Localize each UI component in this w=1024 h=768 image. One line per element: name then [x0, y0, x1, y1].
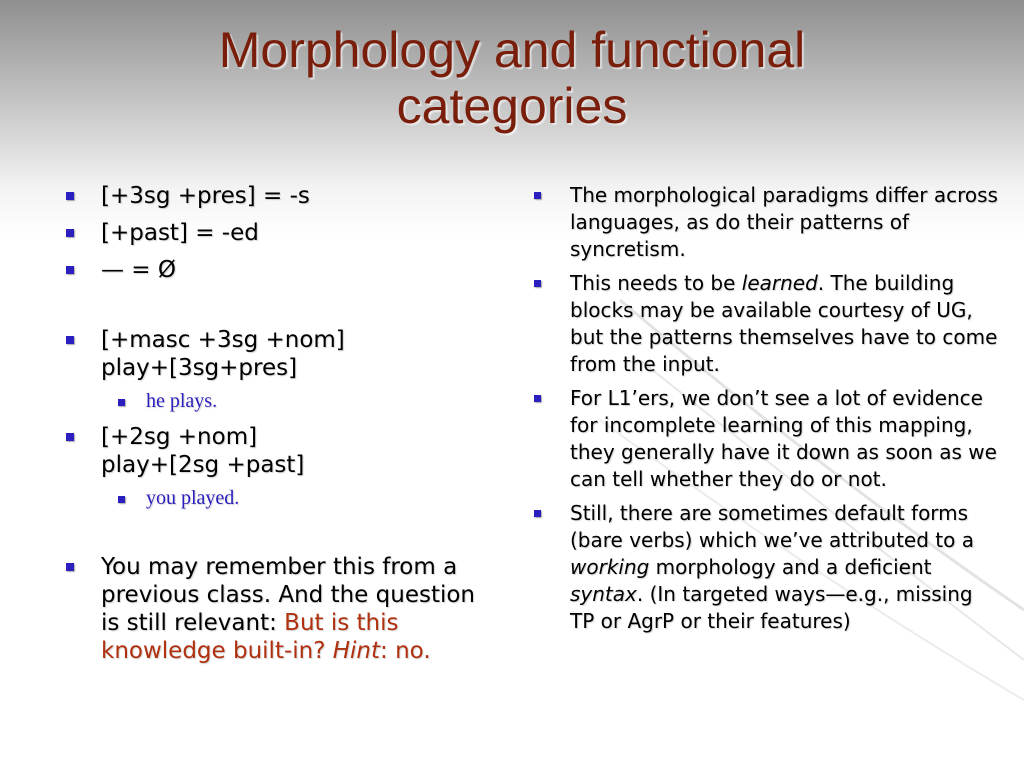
hint-label: Hint	[332, 638, 381, 664]
title-line-2: categories	[396, 78, 628, 134]
list-item	[62, 256, 492, 284]
square-bullet-icon	[66, 433, 74, 441]
square-bullet-icon	[66, 563, 74, 571]
list-item	[62, 553, 492, 665]
highlight-text: But is this knowledge built-in?	[101, 610, 399, 664]
list-item	[530, 182, 1000, 263]
square-bullet-icon	[66, 266, 74, 274]
item-text: you played.	[146, 487, 240, 509]
emphasis-text: learned	[741, 271, 818, 295]
item-text: [+3sg +pres] = -s	[101, 183, 310, 209]
item-text-line-2: play+[3sg+pres]	[101, 355, 298, 381]
square-bullet-icon	[118, 399, 125, 406]
item-text: Still, there are sometimes default forms (bare verbs) which we’ve attributed to a	[570, 501, 974, 552]
emphasis-text: working	[570, 555, 650, 579]
list-item	[530, 270, 1000, 378]
item-text-line-1: [+2sg +nom]	[101, 424, 258, 450]
item-text: The morphological paradigms differ across languages, as do their patterns of syncretism.	[570, 183, 998, 261]
list-item	[62, 326, 492, 382]
emphasis-text: syntax	[570, 582, 637, 606]
highlight-text: : no.	[380, 638, 431, 664]
square-bullet-icon	[66, 229, 74, 237]
list-item	[530, 385, 1000, 493]
item-text: This needs to be	[570, 271, 742, 295]
sub-list-item	[62, 485, 492, 511]
list-item	[62, 423, 492, 479]
item-text: . (In targeted ways—e.g., missing TP or AgrP or their features)	[570, 582, 973, 633]
item-text: For L1’ers, we don’t see a lot of evidence for incomplete learning of this mapping, they generally have it down as soon as we can tell whether they do or not.	[570, 386, 997, 491]
list-item	[62, 182, 492, 210]
slide-title	[40, 22, 984, 134]
item-text-line-1: [+masc +3sg +nom]	[101, 327, 345, 353]
square-bullet-icon	[118, 496, 125, 503]
square-bullet-icon	[534, 395, 541, 402]
list-item	[530, 500, 1000, 635]
item-text: he plays.	[146, 390, 218, 412]
item-text: [+past] = -ed	[101, 220, 259, 246]
square-bullet-icon	[66, 192, 74, 200]
item-text: morphology and a deficient	[649, 555, 932, 579]
item-text: . The building blocks may be available courtesy of UG, but the patterns themselves have to come from the input.	[570, 271, 998, 376]
item-text: You may remember this from a previous class. And the question is still relevant:	[101, 554, 476, 636]
left-column-list	[62, 182, 492, 665]
square-bullet-icon	[534, 510, 541, 517]
square-bullet-icon	[534, 192, 541, 199]
square-bullet-icon	[66, 336, 74, 344]
item-text: — = Ø	[101, 257, 176, 283]
right-column-list	[530, 182, 1000, 642]
list-item	[62, 219, 492, 247]
item-text-line-2: play+[2sg +past]	[101, 452, 305, 478]
title-line-1: Morphology and functional	[218, 22, 806, 78]
sub-list-item	[62, 388, 492, 414]
square-bullet-icon	[534, 280, 541, 287]
